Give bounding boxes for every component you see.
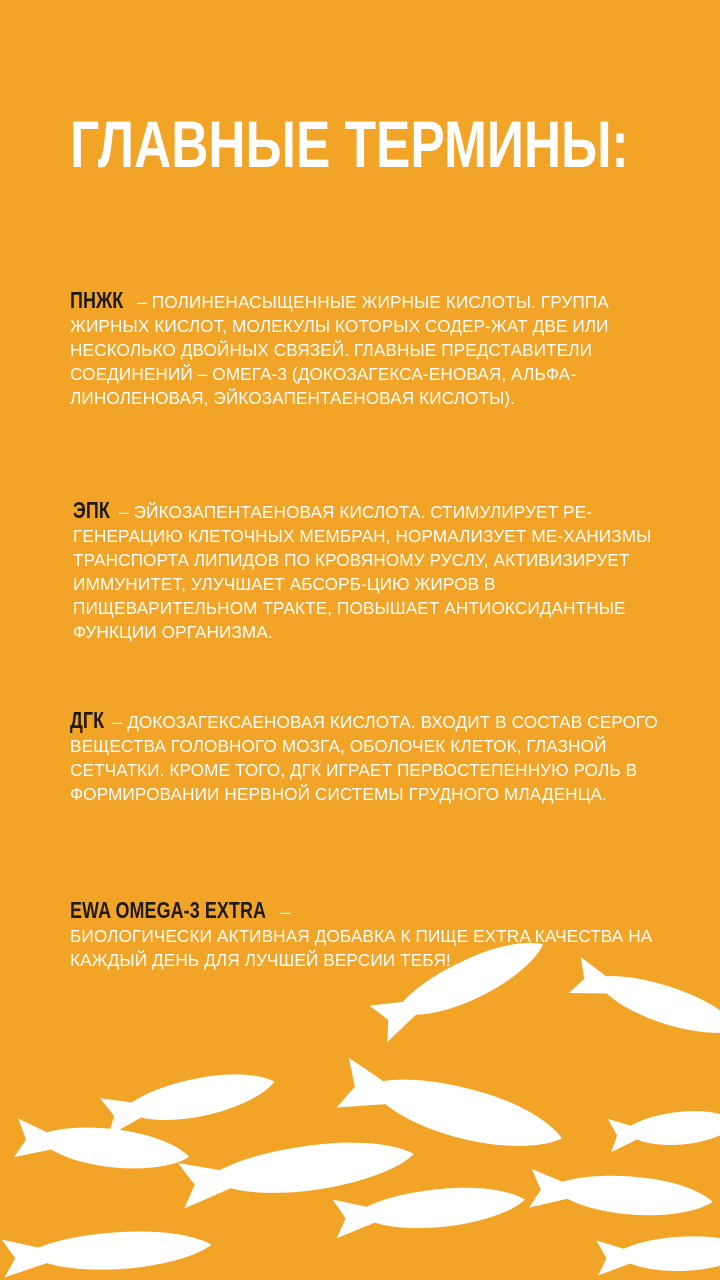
term-definition: ПОЛИНЕНАСЫЩЕННЫЕ ЖИРНЫЕ КИСЛОТЫ. ГРУППА ЖИРНЫХ КИСЛОТ, МОЛЕКУЛЫ КОТОРЫХ СОДЕР-ЖАТ ДВЕ ИЛИ НЕСКОЛЬКО ДВОЙНЫХ СВЯЗЕЙ. ГЛАВНЫЕ ПРЕДСТАВИТЕЛИ СОЕДИНЕНИЙ – ОМЕГА-3 (ДОКОЗАГЕКСА-ЕНОВАЯ, АЛЬФА-ЛИНОЛЕНОВАЯ, ЭЙКОЗАПЕНТАЕНОВАЯ КИСЛОТЫ). [70, 292, 609, 408]
term-dash: – [275, 902, 290, 922]
term-epk [73, 498, 663, 644]
page-title: ГЛАВНЫЕ ТЕРМИНЫ: [70, 107, 629, 181]
term-definition: ДОКОЗАГЕКСАЕНОВАЯ КИСЛОТА. ВХОДИТ В СОСТАВ СЕРОГО ВЕЩЕСТВА ГОЛОВНОГО МОЗГА, ОБОЛОЧЕК КЛЕТОК, ГЛАЗНОЙ СЕТЧАТКИ. КРОМЕ ТОГО, ДГК ИГРАЕТ ПЕРВОСТЕПЕННУЮ РОЛЬ В ФОРМИРОВАНИИ НЕРВНОЙ СИСТЕМЫ ГРУДНОГО МЛАДЕНЦА. [70, 712, 658, 804]
term-dash: – [132, 292, 147, 312]
fish-icon [14, 1118, 191, 1175]
fish-school-icon [0, 940, 720, 1280]
term-key: EWA OMEGA-3 EXTRA [70, 897, 267, 923]
fish-icon [100, 1062, 278, 1136]
term-pnzhk [70, 288, 660, 410]
term-key: ЭПК [73, 497, 110, 523]
term-definition: БИОЛОГИЧЕСКИ АКТИВНАЯ ДОБАВКА К ПИЩЕ EXTRA КАЧЕСТВА НА КАЖДЫЙ ДЕНЬ ДЛЯ ЛУЧШЕЙ ВЕРСИИ ТЕБЯ! [70, 926, 653, 970]
fish-icon [596, 1232, 720, 1275]
term-key: ДГК [70, 707, 105, 733]
term-dgk [70, 708, 660, 806]
fish-icon [529, 1169, 714, 1221]
fish-icon [608, 1105, 720, 1152]
fish-icon [178, 1130, 417, 1208]
term-dash: – [114, 502, 129, 522]
term-dash: – [107, 712, 123, 732]
term-key: ПНЖК [70, 287, 124, 313]
term-definition: ЭЙКОЗАПЕНТАЕНОВАЯ КИСЛОТА. СТИМУЛИРУЕТ РЕ-ГЕНЕРАЦИЮ КЛЕТОЧНЫХ МЕМБРАН, НОРМАЛИЗУЕТ МЕ-ХАНИЗМЫ ТРАНСПОРТА ЛИПИДОВ ПО КРОВЯНОМУ РУСЛУ, АКТИВИЗИРУЕТ ИММУНИТЕТ, УЛУЧШАЕТ АБСОРБ-ЦИЮ ЖИРОВ В ПИЩЕВАРИТЕЛЬНОМ ТРАКТЕ, ПОВЫШАЕТ АНТИОКСИДАНТНЫЕ ФУНКЦИИ ОРГАНИЗМА. [73, 502, 652, 642]
fish-icon [370, 940, 552, 1042]
fish-icon [2, 1225, 213, 1277]
fish-icon [569, 957, 720, 1047]
fish-icon [333, 1180, 527, 1239]
